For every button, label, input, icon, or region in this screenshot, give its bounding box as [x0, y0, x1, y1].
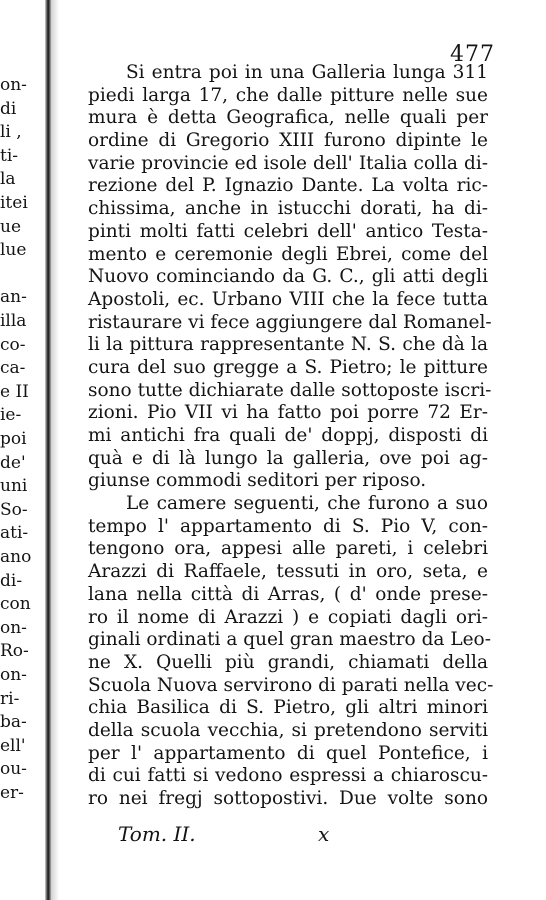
- text-line: Nuovo cominciando da G. C., gli atti degli: [88, 266, 488, 288]
- gutter-fragment: ue: [0, 216, 22, 237]
- text-line: piedi larga 17, che dalle pitture nelle sue: [88, 84, 488, 106]
- text-line: ordine di Gregorio XIII furono dipinte le: [88, 130, 488, 152]
- gutter-fragment: ca-: [0, 358, 26, 379]
- gutter-fragment: on-: [0, 75, 27, 95]
- volume-label: Tom. II.: [118, 822, 196, 846]
- text-line: mura è detta Geografica, nelle quali per: [88, 107, 488, 129]
- text-line: ginali ordinati a quel gran maestro da Leo-: [88, 629, 491, 651]
- gutter-fragment: er-: [0, 783, 24, 803]
- text-line: ro il nome di Arazzi ) e copiati dagli ori-: [88, 606, 488, 628]
- gutter-fragment: ou-: [0, 759, 27, 780]
- spine-shadow: [51, 0, 59, 900]
- gutter-fragment: de': [0, 452, 26, 473]
- gutter-fragment: illa: [0, 311, 27, 331]
- text-line: tempo l' appartamento di S. Pio V, con-: [88, 515, 488, 537]
- gutter-fragment: e II: [0, 381, 29, 402]
- text-line: tengono ora, appesi alle pareti, i celebri: [88, 538, 488, 560]
- gutter-fragment: itei: [0, 193, 28, 213]
- gutter-fragment: ano: [0, 547, 32, 567]
- page-footer: [118, 822, 348, 846]
- text-line: lana nella città di Arras, ( d' onde prese-: [88, 583, 488, 605]
- text-line: zioni. Pio VII vi ha fatto poi porre 72 Er-: [88, 402, 488, 424]
- gutter-fragment: li ,: [0, 122, 22, 143]
- gutter-fragment: la: [0, 169, 16, 190]
- text-line: Si entra poi in una Galleria lunga 311: [126, 62, 488, 83]
- body-text: [88, 62, 494, 811]
- text-line: Scuola Nuova servirono di parati nella vec-: [88, 674, 494, 696]
- gutter-fragment: ati-: [0, 523, 29, 544]
- text-line: giunse commodi seditori per riposo.: [88, 470, 427, 492]
- text-line: mento e ceremonie degli Ebrei, come del: [88, 243, 488, 265]
- text-line: di cui fatti si vedono espressi a chiaroscu-: [88, 765, 488, 787]
- gutter-fragment: ti-: [0, 145, 19, 166]
- gutter-fragment: uni: [0, 476, 28, 497]
- text-line: varie provincie ed isole dell' Italia colla di-: [88, 152, 488, 174]
- gutter-fragment: an-: [0, 287, 27, 308]
- gutter-fragment: ri-: [0, 688, 20, 709]
- text-line: ro nei fregj sottopostivi. Due volte sono: [88, 788, 488, 809]
- gutter-fragment: on-: [0, 665, 27, 685]
- facing-page-fragments: [0, 0, 40, 900]
- signature-mark: x: [318, 822, 330, 846]
- gutter-fragment: So-: [0, 499, 28, 520]
- text-line: Apostoli, ec. Urbano VIII che la fece tutta: [88, 288, 488, 310]
- text-line: chissima, anche in istucchi dorati, ha di-: [88, 198, 488, 220]
- text-line: li la pittura rappresentante N. S. che dà la: [88, 334, 488, 356]
- gutter-fragment: ba-: [0, 712, 27, 733]
- gutter-fragment: on-: [0, 617, 27, 638]
- gutter-fragment: co-: [0, 334, 26, 355]
- text-line: Le camere seguenti, che furono a suo: [126, 493, 488, 515]
- gutter-fragment: ie-: [0, 405, 22, 426]
- text-line: rezione del P. Ignazio Dante. La volta ric-: [88, 175, 488, 197]
- gutter-fragment: con: [0, 594, 31, 615]
- text-line: ne X. Quelli più grandi, chiamati della: [88, 651, 488, 673]
- text-line: ristaurare vi fece aggiungere dal Romanel-: [88, 311, 492, 333]
- text-line: della scuola vecchia, si pretendono serviti: [88, 719, 488, 741]
- text-line: pinti molti fatti celebri dell' antico Testa-: [88, 220, 488, 242]
- gutter-fragment: di-: [0, 570, 23, 591]
- text-line: Arazzi di Raffaele, tessuti in oro, seta, e: [88, 561, 488, 583]
- text-line: sono tutte dichiarate dalle sottoposte iscri-: [88, 379, 492, 401]
- gutter-fragment: Ro-: [0, 641, 29, 662]
- gutter-fragment: ell': [0, 735, 26, 756]
- page-number: 477: [450, 42, 495, 67]
- text-line: mi antichi fra quali de' doppj, disposti di: [88, 425, 488, 446]
- gutter-fragment: di: [0, 98, 17, 119]
- text-line: cura del suo gregge a S. Pietro; le pitture: [88, 356, 488, 378]
- gutter-fragment: lue: [0, 240, 27, 261]
- text-line: quà e di là lungo la galleria, ove poi ag-: [88, 447, 488, 469]
- gutter-fragment: poi: [0, 429, 27, 449]
- text-line: per l' appartamento di quel Pontefice, i: [88, 742, 488, 764]
- text-line: chia Basilica di S. Pietro, gli altri minori: [88, 697, 488, 719]
